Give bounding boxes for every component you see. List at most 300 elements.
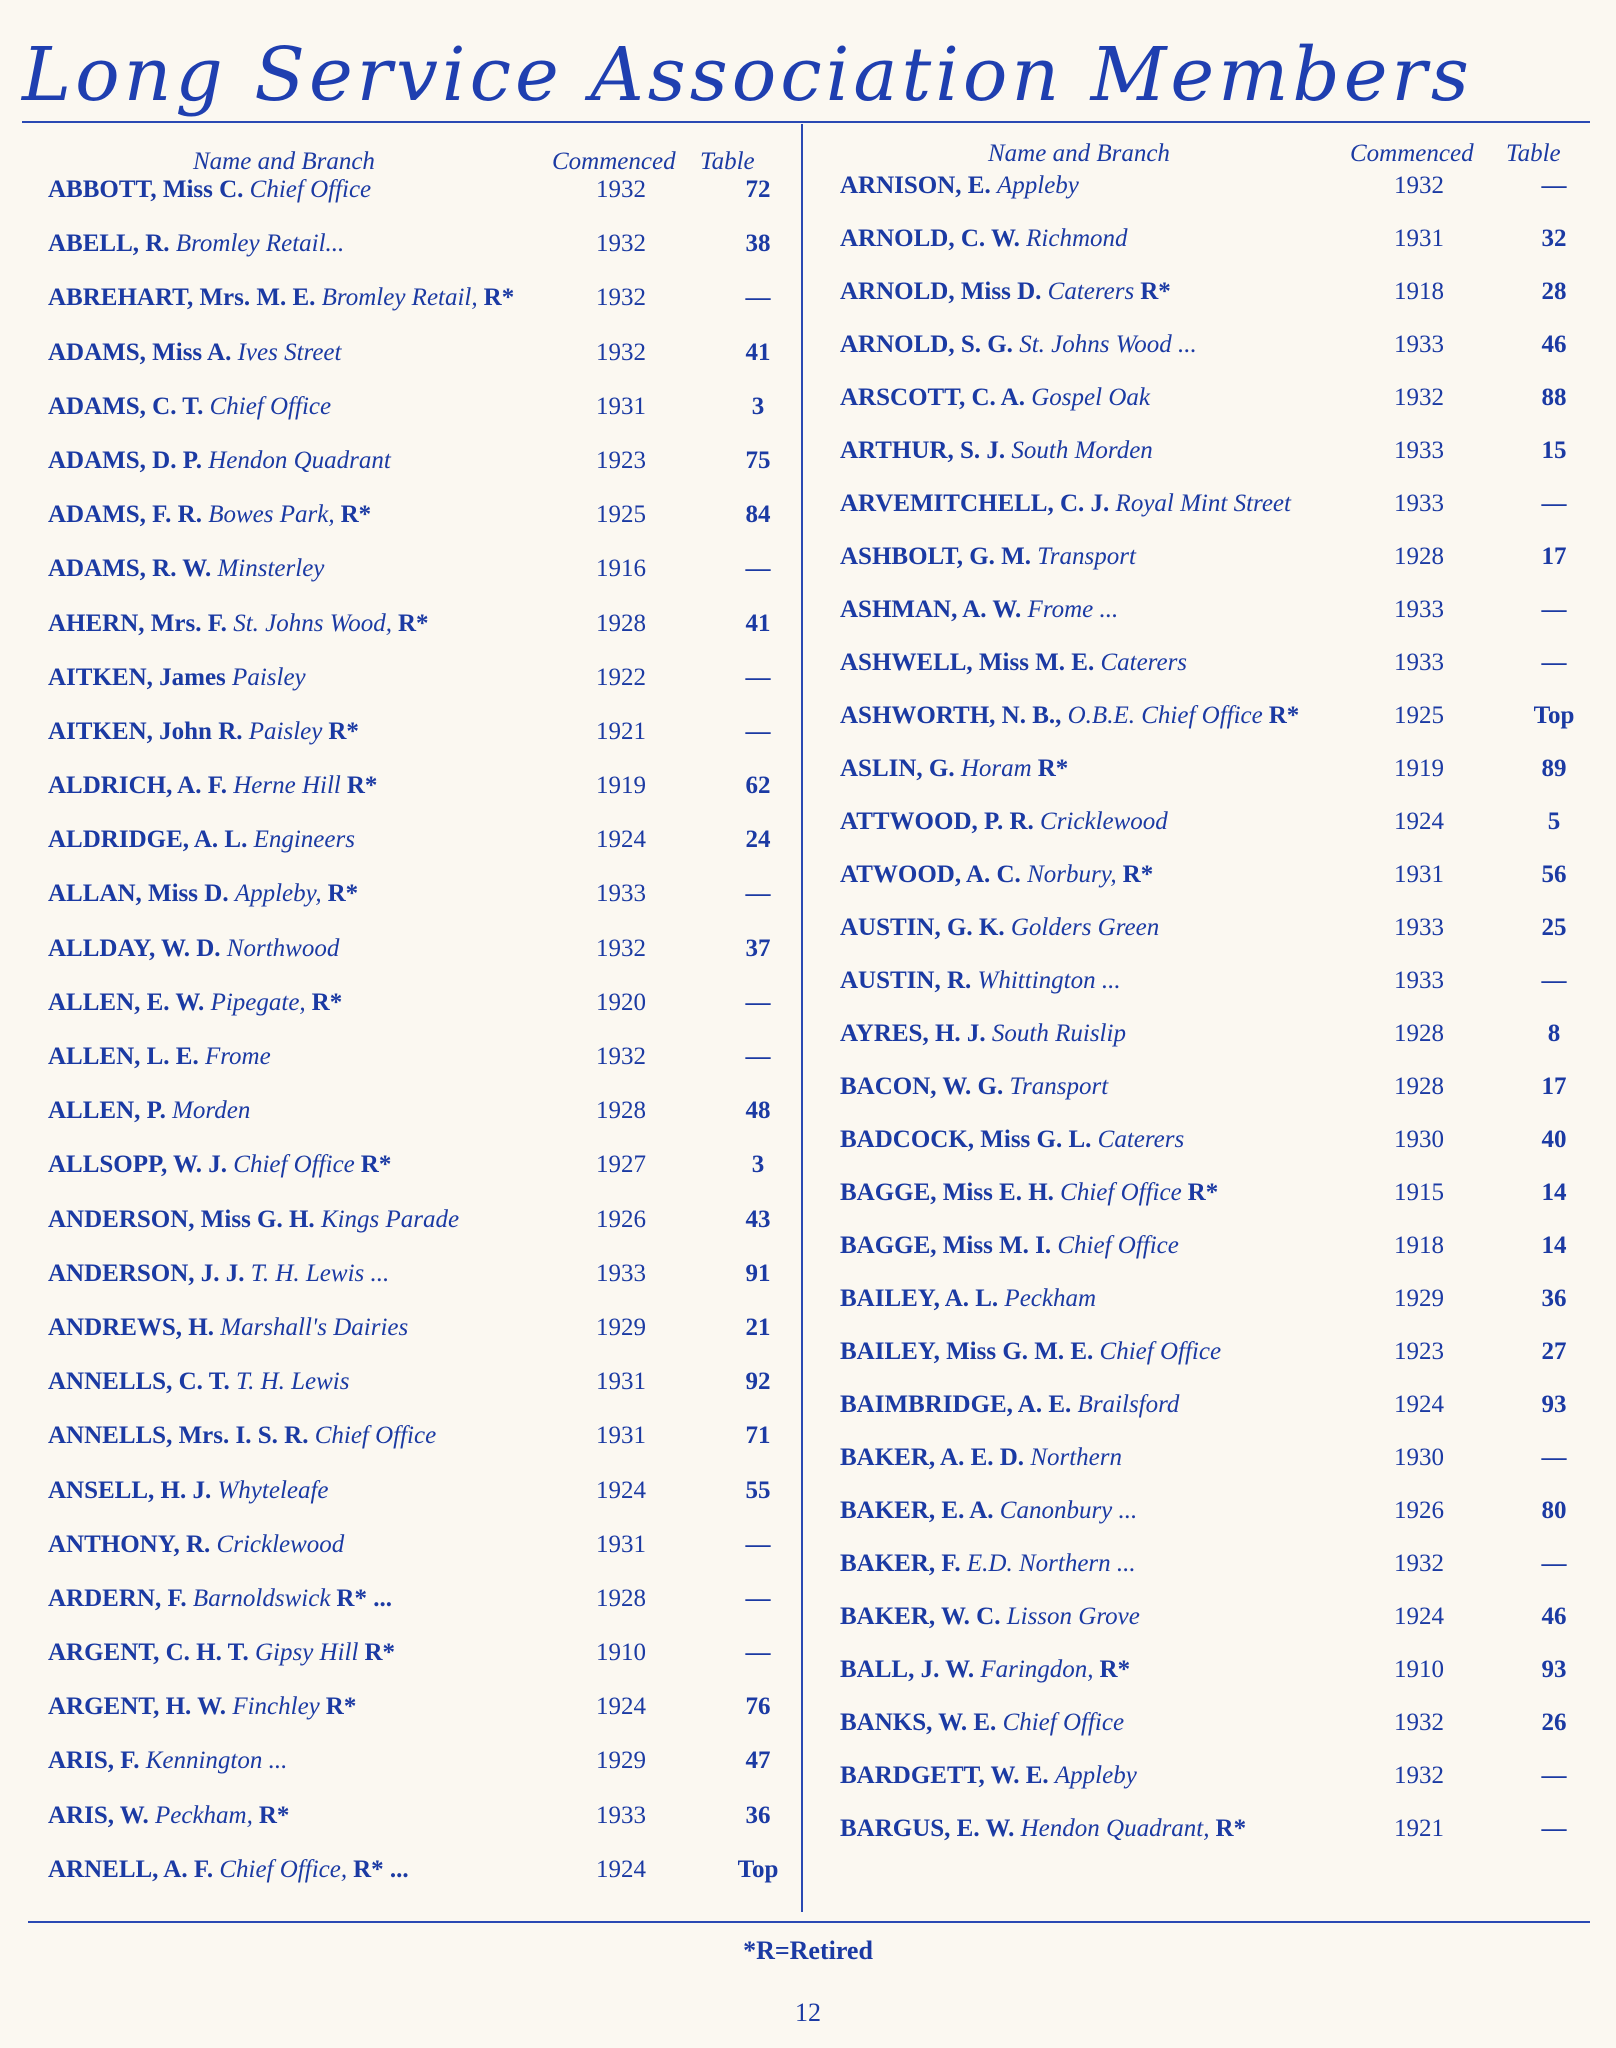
member-name <box>48 610 429 638</box>
member-row <box>820 808 1590 861</box>
member-row <box>28 718 788 772</box>
member-name <box>48 555 330 583</box>
member-table: — <box>1541 596 1567 623</box>
member-name <box>48 1097 256 1125</box>
member-surname: ARVEMITCHELL, C. J. <box>840 490 1110 517</box>
member-row <box>28 393 788 447</box>
member-surname: ARSCOTT, C. A. <box>840 384 1025 411</box>
member-branch: Golders Green <box>1010 914 1160 941</box>
top-rule <box>22 121 1590 123</box>
member-surname: ANSELL, H. J. <box>48 1476 212 1504</box>
member-table: — <box>745 1043 771 1070</box>
member-branch: South Morden <box>1011 437 1153 464</box>
member-branch: O.B.E. Chief Office <box>1067 702 1263 729</box>
member-commenced: 1928 <box>1394 543 1444 570</box>
member-commenced: 1931 <box>1394 861 1444 888</box>
member-branch: Norbury, <box>1027 861 1117 888</box>
member-table: 88 <box>1541 384 1567 411</box>
header-commenced: Commenced <box>1350 140 1474 167</box>
member-commenced: 1925 <box>596 501 646 529</box>
member-surname: BAILEY, A. L. <box>840 1285 999 1312</box>
member-row <box>28 772 788 826</box>
member-table: 41 <box>745 338 771 366</box>
member-commenced: 1933 <box>1394 490 1444 517</box>
member-row <box>820 437 1590 490</box>
member-surname: AHERN, Mrs. F. <box>48 609 227 637</box>
member-name <box>48 1531 350 1559</box>
member-table: — <box>745 663 771 691</box>
member-row <box>28 1747 788 1801</box>
member-row <box>28 1097 788 1151</box>
member-commenced: 1918 <box>1394 278 1444 305</box>
member-retired: R* <box>483 284 515 312</box>
member-table: 15 <box>1541 437 1567 464</box>
member-branch: Chief Office <box>249 176 372 203</box>
member-name <box>48 393 337 421</box>
member-surname: BARDGETT, W. E. <box>840 1762 1049 1789</box>
member-name <box>840 1391 1185 1419</box>
member-row <box>28 176 788 230</box>
member-table: — <box>1541 1550 1567 1577</box>
member-name <box>840 914 1165 942</box>
member-branch: Hendon Quadrant, <box>1020 1815 1210 1842</box>
member-surname: ANNELLS, C. T. <box>48 1368 230 1396</box>
member-row <box>820 1656 1590 1709</box>
member-surname: ATWOOD, A. C. <box>840 861 1021 888</box>
member-name <box>840 1709 1130 1737</box>
member-commenced: 1927 <box>596 1151 646 1179</box>
member-commenced: 1919 <box>596 772 646 800</box>
member-name <box>840 225 1134 253</box>
member-branch: St. Johns Wood ... <box>1019 331 1197 358</box>
member-row <box>28 1206 788 1260</box>
member-branch: Paisley <box>232 663 306 691</box>
member-retired: R* <box>340 501 372 529</box>
member-table: 76 <box>745 1693 771 1721</box>
member-branch: Chief Office, <box>219 1855 348 1883</box>
member-table: 91 <box>745 1259 771 1287</box>
member-branch: Whittington ... <box>977 967 1121 994</box>
member-commenced: 1930 <box>1394 1126 1444 1153</box>
member-surname: ALLEN, E. W. <box>48 988 205 1016</box>
member-table: 84 <box>745 501 771 529</box>
member-row <box>28 880 788 934</box>
member-table: 5 <box>1547 808 1561 835</box>
header-table: Table <box>1506 140 1561 167</box>
member-row <box>820 225 1590 278</box>
member-retired: R* ... <box>353 1855 409 1883</box>
member-name <box>48 1422 442 1450</box>
member-name <box>840 1444 1128 1472</box>
member-table: 46 <box>1541 331 1567 358</box>
member-table: — <box>745 284 771 312</box>
member-surname: BANKS, W. E. <box>840 1709 997 1736</box>
member-table: 47 <box>745 1747 771 1775</box>
member-branch: Horam <box>960 755 1032 782</box>
member-branch: Royal Mint Street <box>1115 490 1291 517</box>
member-surname: ARTHUR, S. J. <box>840 437 1006 464</box>
member-surname: ARGENT, C. H. T. <box>48 1639 249 1667</box>
member-name <box>48 772 377 800</box>
member-branch: T. H. Lewis <box>236 1368 350 1396</box>
member-name <box>48 935 345 963</box>
member-commenced: 1932 <box>1394 172 1444 199</box>
member-surname: AUSTIN, G. K. <box>840 914 1005 941</box>
member-branch: Frome <box>204 1043 271 1070</box>
member-surname: ALLEN, P. <box>48 1097 166 1125</box>
member-name <box>48 1585 392 1613</box>
member-branch: Lisson Grove <box>1006 1603 1140 1630</box>
member-table: — <box>745 717 771 745</box>
member-surname: ADAMS, R. W. <box>48 555 212 583</box>
member-name <box>840 702 1299 730</box>
member-branch: Kennington ... <box>145 1747 288 1775</box>
member-row <box>820 172 1590 225</box>
member-retired: R* <box>1122 861 1154 888</box>
member-row <box>820 1020 1590 1073</box>
member-retired: R* <box>1215 1815 1247 1842</box>
member-branch: Finchley <box>232 1693 320 1721</box>
member-row <box>28 610 788 664</box>
member-table: 25 <box>1541 914 1567 941</box>
member-row <box>28 1368 788 1422</box>
member-commenced: 1930 <box>1394 1444 1444 1471</box>
member-branch: Caterers <box>1100 649 1188 676</box>
member-name <box>48 1477 335 1505</box>
bottom-rule <box>28 1921 1590 1923</box>
member-table: — <box>745 555 771 583</box>
member-commenced: 1932 <box>1394 1550 1444 1577</box>
member-commenced: 1922 <box>596 663 646 691</box>
member-branch: Engineers <box>253 826 355 854</box>
member-name <box>48 1747 293 1775</box>
right-column <box>820 136 1590 1868</box>
member-commenced: 1933 <box>1394 967 1444 994</box>
member-commenced: 1925 <box>1394 702 1444 729</box>
member-commenced: 1932 <box>596 176 646 203</box>
member-branch: Bromley Retail... <box>175 230 345 258</box>
member-table: 24 <box>745 826 771 854</box>
member-branch: South Ruislip <box>991 1020 1126 1047</box>
member-branch: T. H. Lewis ... <box>250 1259 390 1287</box>
member-surname: ARIS, F. <box>48 1747 140 1775</box>
member-retired: R* <box>1268 702 1300 729</box>
member-name <box>48 1151 391 1179</box>
member-table: 93 <box>1541 1656 1567 1683</box>
member-row <box>28 555 788 609</box>
member-row <box>28 447 788 501</box>
member-surname: ADAMS, Miss A. <box>48 338 232 366</box>
member-name <box>48 989 342 1017</box>
page-title: Long Service Association Members <box>22 32 1473 118</box>
member-branch: Ives Street <box>237 338 342 366</box>
member-name <box>840 1020 1132 1048</box>
member-commenced: 1933 <box>1394 596 1444 623</box>
member-name <box>840 1550 1142 1578</box>
member-table: — <box>745 988 771 1016</box>
member-table: — <box>1541 1815 1567 1842</box>
member-surname: ANNELLS, Mrs. I. S. R. <box>48 1422 309 1450</box>
member-row <box>820 702 1590 755</box>
member-surname: ASHMAN, A. W. <box>840 596 1022 623</box>
member-table: 71 <box>745 1422 771 1450</box>
member-surname: AYRES, H. J. <box>840 1020 986 1047</box>
member-row <box>820 1338 1590 1391</box>
member-name <box>48 1206 465 1234</box>
member-name <box>48 501 371 529</box>
member-surname: ANDREWS, H. <box>48 1313 214 1341</box>
member-branch: Pipegate, <box>210 988 306 1016</box>
member-name <box>840 808 1174 836</box>
member-table: 3 <box>751 1151 765 1179</box>
member-name <box>840 1762 1143 1790</box>
left-member-list <box>28 176 788 1910</box>
member-commenced: 1933 <box>596 880 646 908</box>
member-surname: ALDRICH, A. F. <box>48 772 227 800</box>
member-branch: Kings Parade <box>320 1205 460 1233</box>
member-commenced: 1929 <box>1394 1285 1444 1312</box>
member-table: — <box>1541 490 1567 517</box>
member-surname: BAGGE, Miss M. I. <box>840 1232 1052 1259</box>
member-retired: R* <box>1140 278 1171 305</box>
member-row <box>28 826 788 880</box>
member-retired: R* <box>1187 1179 1219 1206</box>
member-name <box>48 1693 356 1721</box>
member-table: 93 <box>1541 1391 1567 1418</box>
member-table: 3 <box>751 392 765 420</box>
member-row <box>820 1762 1590 1815</box>
member-commenced: 1924 <box>596 1855 646 1883</box>
member-branch: St. Johns Wood, <box>233 609 392 637</box>
member-commenced: 1931 <box>596 1530 646 1558</box>
member-name <box>48 826 361 854</box>
member-branch: Bromley Retail, <box>321 284 478 312</box>
member-commenced: 1928 <box>1394 1020 1444 1047</box>
member-retired: R* <box>398 609 429 637</box>
member-row <box>820 1073 1590 1126</box>
member-row <box>820 1709 1590 1762</box>
member-branch: Caterers <box>1047 278 1135 305</box>
left-column <box>28 140 788 1910</box>
member-table: 8 <box>1547 1020 1561 1047</box>
member-surname: BACON, W. G. <box>840 1073 1004 1100</box>
header-name-branch: Name and Branch <box>988 140 1170 167</box>
member-branch: Northern <box>1030 1444 1122 1471</box>
member-name <box>840 1073 1114 1101</box>
member-row <box>28 501 788 555</box>
member-branch: Paisley <box>248 717 323 745</box>
member-table: 26 <box>1541 1709 1567 1736</box>
page-number: 12 <box>795 1998 821 2027</box>
member-row <box>28 1585 788 1639</box>
member-row <box>820 1815 1590 1868</box>
member-commenced: 1932 <box>596 934 646 962</box>
member-surname: ADAMS, C. T. <box>48 392 204 420</box>
member-surname: ABREHART, Mrs. M. E. <box>48 284 316 312</box>
member-commenced: 1933 <box>596 1801 646 1829</box>
member-branch: Marshall's Dairies <box>220 1313 409 1341</box>
member-commenced: 1924 <box>596 1693 646 1721</box>
member-surname: ASHBOLT, G. M. <box>840 543 1032 570</box>
member-surname: BAILEY, Miss G. M. E. <box>840 1338 1094 1365</box>
member-surname: ARDERN, F. <box>48 1584 187 1612</box>
member-row <box>28 664 788 718</box>
member-commenced: 1923 <box>1394 1338 1444 1365</box>
member-name <box>840 1497 1143 1525</box>
member-table: 80 <box>1541 1497 1567 1524</box>
member-name <box>48 447 397 475</box>
member-branch: Cricklewood <box>1040 808 1168 835</box>
member-commenced: 1932 <box>1394 1762 1444 1789</box>
member-name <box>840 278 1171 306</box>
member-commenced: 1933 <box>1394 914 1444 941</box>
member-name <box>840 967 1127 995</box>
member-row <box>820 914 1590 967</box>
member-surname: BALL, J. W. <box>840 1656 975 1683</box>
member-surname: BAGGE, Miss E. H. <box>840 1179 1054 1206</box>
member-branch: Chief Office <box>209 392 332 420</box>
member-table: 32 <box>1541 225 1567 252</box>
member-table: Top <box>1533 702 1575 729</box>
member-commenced: 1931 <box>1394 225 1444 252</box>
member-surname: ALDRIDGE, A. L. <box>48 826 248 854</box>
member-branch: Chief Office <box>233 1151 355 1179</box>
member-name <box>840 437 1159 465</box>
member-surname: ABELL, R. <box>48 230 170 258</box>
member-table: 41 <box>745 609 771 637</box>
member-commenced: 1932 <box>596 230 646 258</box>
member-row <box>820 649 1590 702</box>
member-name <box>48 718 359 746</box>
member-name <box>840 755 1068 783</box>
member-commenced: 1928 <box>596 1097 646 1125</box>
member-table: 17 <box>1541 543 1567 570</box>
member-commenced: 1931 <box>596 392 646 420</box>
member-commenced: 1932 <box>596 338 646 366</box>
member-surname: ADAMS, F. R. <box>48 501 202 529</box>
member-name <box>840 384 1156 412</box>
member-name <box>48 339 347 367</box>
member-commenced: 1920 <box>596 988 646 1016</box>
member-name <box>840 543 1142 571</box>
member-surname: ARNELL, A. F. <box>48 1855 214 1883</box>
member-row <box>28 989 788 1043</box>
header-name-branch: Name and Branch <box>193 148 375 175</box>
member-surname: AUSTIN, R. <box>840 967 972 994</box>
member-row <box>28 935 788 989</box>
member-retired: R* <box>346 772 378 800</box>
member-branch: Transport <box>1037 543 1136 570</box>
member-branch: Faringdon, <box>980 1656 1094 1683</box>
member-name <box>840 649 1193 677</box>
member-row <box>28 1639 788 1693</box>
member-branch: Frome ... <box>1027 596 1119 623</box>
member-commenced: 1924 <box>596 826 646 854</box>
member-name <box>48 1260 395 1288</box>
member-row <box>820 1391 1590 1444</box>
member-surname: ALLSOPP, W. J. <box>48 1151 228 1179</box>
member-commenced: 1933 <box>1394 331 1444 358</box>
member-row <box>28 284 788 338</box>
member-commenced: 1931 <box>596 1422 646 1450</box>
member-surname: BAKER, F. <box>840 1550 961 1577</box>
member-name <box>840 1656 1130 1684</box>
member-row <box>28 1151 788 1205</box>
member-row <box>820 1126 1590 1179</box>
member-name <box>48 1368 355 1396</box>
member-branch: Chief Office <box>314 1422 437 1450</box>
member-surname: ASHWORTH, N. B., <box>840 702 1062 729</box>
member-commenced: 1933 <box>596 1259 646 1287</box>
member-row <box>820 1497 1590 1550</box>
member-surname: ARNOLD, Miss D. <box>840 278 1042 305</box>
member-row <box>28 1693 788 1747</box>
member-surname: ALLAN, Miss D. <box>48 880 229 908</box>
left-column-header <box>28 140 788 176</box>
member-name <box>840 1232 1185 1260</box>
member-branch: Morden <box>172 1097 251 1125</box>
member-name <box>840 331 1203 359</box>
member-row <box>28 1314 788 1368</box>
member-surname: ARNOLD, C. W. <box>840 225 1020 252</box>
member-retired: R* <box>328 717 359 745</box>
member-commenced: 1932 <box>596 284 646 312</box>
member-name <box>840 490 1297 518</box>
member-surname: BAKER, W. C. <box>840 1603 1001 1630</box>
member-commenced: 1933 <box>1394 437 1444 464</box>
member-surname: BAKER, E. A. <box>840 1497 994 1524</box>
member-retired: R* <box>325 1693 357 1721</box>
member-table: — <box>1541 1762 1567 1789</box>
member-name <box>48 1639 395 1667</box>
member-branch: Brailsford <box>1077 1391 1180 1418</box>
member-retired: R* <box>258 1801 290 1829</box>
member-branch: Chief Office <box>1060 1179 1182 1206</box>
member-name <box>48 880 358 908</box>
member-name <box>840 1285 1102 1313</box>
member-row <box>820 596 1590 649</box>
member-commenced: 1928 <box>1394 1073 1444 1100</box>
member-surname: ALLEN, L. E. <box>48 1043 199 1070</box>
member-branch: Bowes Park, <box>208 501 335 529</box>
member-branch: Chief Office <box>1099 1338 1222 1365</box>
member-branch: Richmond <box>1026 225 1128 252</box>
member-surname: ALLDAY, W. D. <box>48 934 221 962</box>
member-table: — <box>745 880 771 908</box>
member-row <box>820 755 1590 808</box>
member-commenced: 1926 <box>596 1205 646 1233</box>
member-branch: Transport <box>1009 1073 1109 1100</box>
member-table: 43 <box>745 1205 771 1233</box>
member-surname: BAIMBRIDGE, A. E. <box>840 1391 1072 1418</box>
member-retired: R* ... <box>336 1584 392 1612</box>
member-table: — <box>745 1639 771 1667</box>
member-surname: ARIS, W. <box>48 1801 149 1829</box>
member-commenced: 1932 <box>1394 1709 1444 1736</box>
member-table: — <box>1541 649 1567 676</box>
member-retired: R* <box>364 1639 396 1667</box>
member-branch: Chief Office <box>1002 1709 1125 1736</box>
member-commenced: 1932 <box>1394 384 1444 411</box>
right-member-list <box>820 172 1590 1868</box>
header-commenced: Commenced <box>552 148 676 175</box>
member-branch: E.D. Northern ... <box>966 1550 1136 1577</box>
member-branch: Canonbury ... <box>999 1497 1138 1524</box>
member-branch: Herne Hill <box>233 772 341 800</box>
member-commenced: 1921 <box>596 717 646 745</box>
member-row <box>820 543 1590 596</box>
member-row <box>28 1531 788 1585</box>
